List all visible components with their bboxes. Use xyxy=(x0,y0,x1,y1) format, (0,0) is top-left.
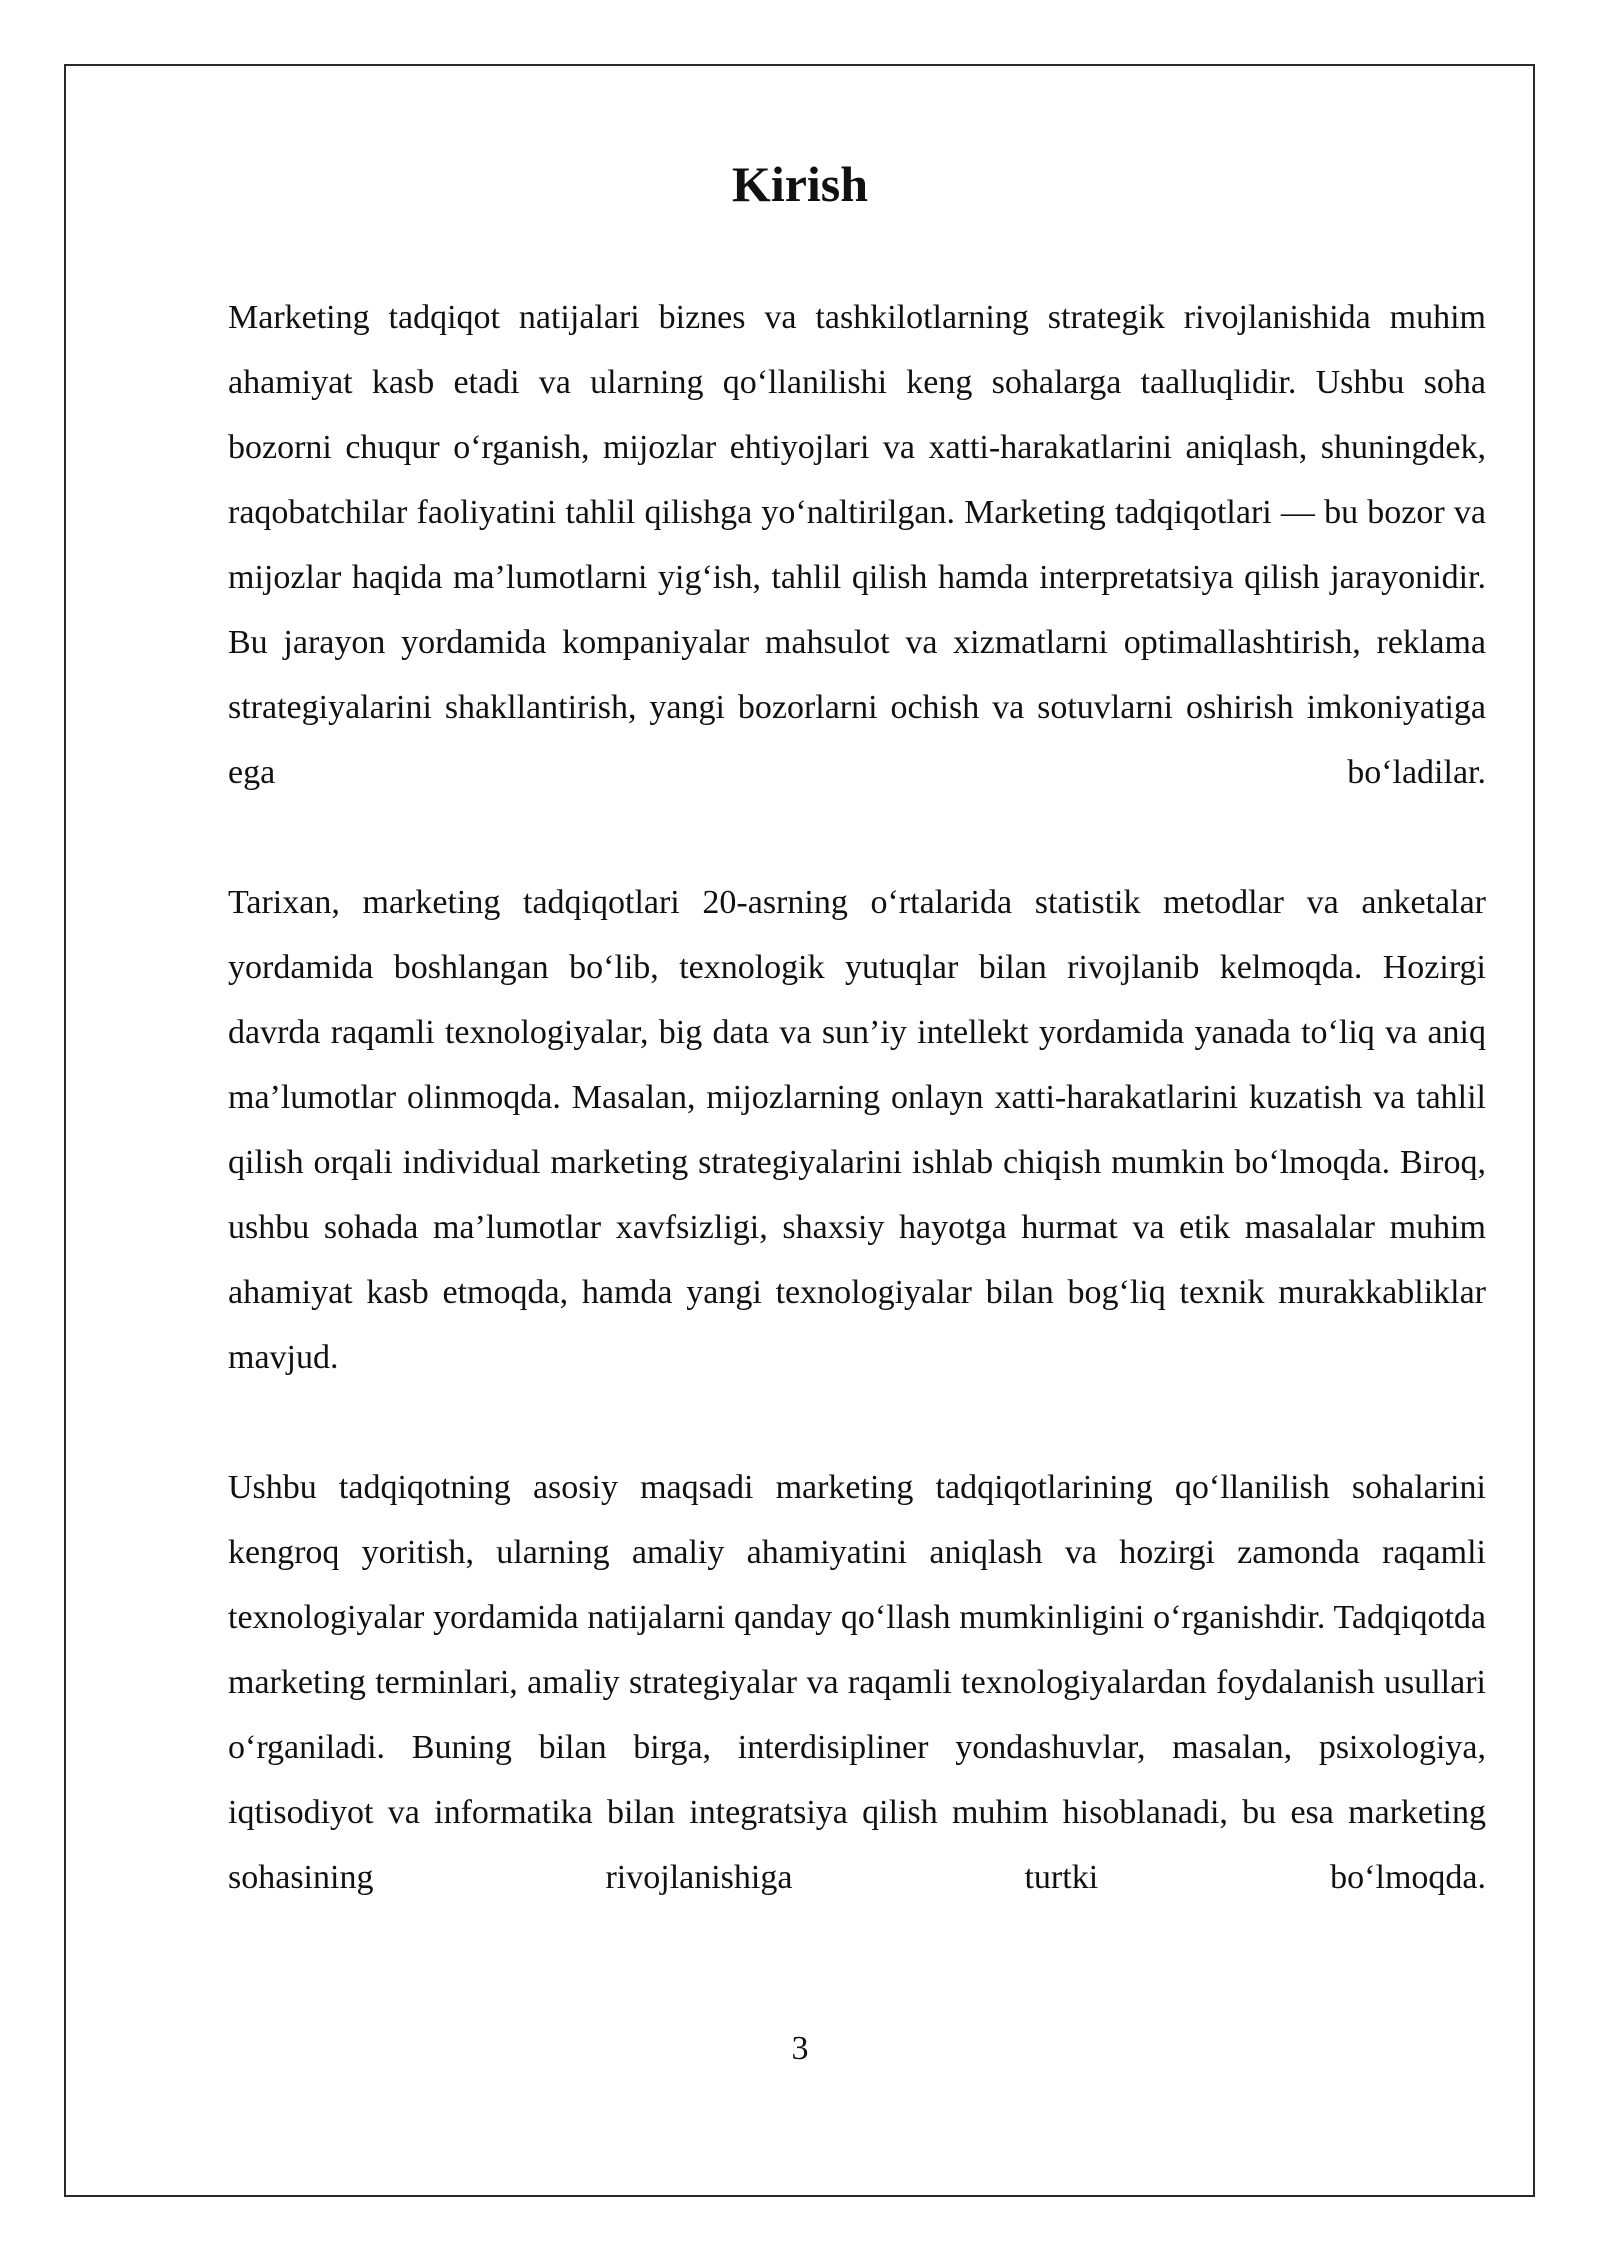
page-title: Kirish xyxy=(731,156,869,212)
paragraph-3: Ushbu tadqiqotning asosiy maqsadi marketing tadqiqotlarining qo‘llanilish sohalarini kengroq yoritish, ularning amaliy ahamiyatini aniqlash va hozirgi zamonda raqamli texnologiyalar yordamida natijalarni qanday qo‘llash mumkinligini o‘rganishdir. Tadqiqotda marketing terminlari, amaliy strategiyalar va raqamli texnologiyalardan foydalanish usullari o‘rganiladi. Buning bilan birga, interdisipliner yondashuvlar, masalan, psixologiya, iqtisodiyot va informatika bilan integratsiya qilish muhim hisoblanadi, bu esa marketing sohasining rivojlanishiga turtki bo‘lmoqda. xyxy=(228,1469,1486,1896)
paragraph-1: Marketing tadqiqot natijalari biznes va tashkilotlarning strategik rivojlanishida muhim ahamiyat kasb etadi va ularning qo‘llanilishi keng sohalarga taalluqlidir. Ushbu soha bozorni chuqur o‘rganish, mijozlar ehtiyojlari va xatti-harakatlarini aniqlash, shuningdek, raqobatchilar faoliyatini tahlil qilishga yo‘naltirilgan. Marketing tadqiqotlari — bu bozor va mijozlar haqida ma’lumotlarni yig‘ish, tahlil qilish hamda interpretatsiya qilish jarayonidir. Bu jarayon yordamida kompaniyalar mahsulot va xizmatlarni optimallashtirish, reklama strategiyalarini shakllantirish, yangi bozorlarni ochish va sotuvlarni oshirish imkoniyatiga ega bo‘ladilar. xyxy=(228,299,1486,791)
page-number: 3 xyxy=(791,2030,809,2067)
paragraph-2: Tarixan, marketing tadqiqotlari 20-asrning o‘rtalarida statistik metodlar va anketalar yordamida boshlangan bo‘lib, texnologik yutuqlar bilan rivojlanib kelmoqda. Hozirgi davrda raqamli texnologiyalar, big data va sun’iy intellekt yordamida yanada to‘liq va aniq ma’lumotlar olinmoqda. Masalan, mijozlarning onlayn xatti-harakatlarini kuzatish va tahlil qilish orqali individual marketing strategiyalarini ishlab chiqish mumkin bo‘lmoqda. Biroq, ushbu sohada ma’lumotlar xavfsizligi, shaxsiy hayotga hurmat va etik masalalar muhim ahamiyat kasb etmoqda, hamda yangi texnologiyalar bilan bog‘liq texnik murakkabliklar mavjud. xyxy=(228,884,1486,1376)
document-body xyxy=(228,285,1486,1910)
